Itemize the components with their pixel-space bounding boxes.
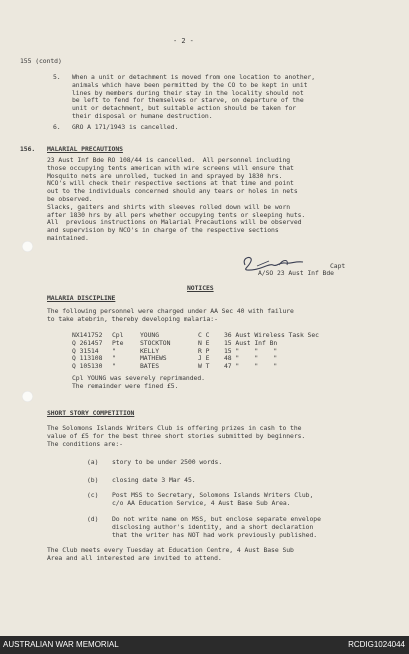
malaria-table-cell: Cpl: [112, 331, 124, 339]
condition-text: story to be under 2500 words.: [112, 458, 223, 466]
signature-appointment: A/SO 23 Aust Inf Bde: [258, 269, 334, 277]
malaria-table-cell: ": [112, 354, 116, 363]
malaria-table-cell: MATHEWS: [140, 354, 167, 363]
signature-rank: Capt: [330, 262, 346, 270]
malaria-outcome-line: Cpl YOUNG was severely reprimanded.: [72, 374, 205, 382]
malaria-table-cell: Q 261457: [72, 338, 103, 347]
para156-line: those occupying tents american with wire screens will ensure that: [47, 163, 294, 172]
para155-heading: 155 (contd): [20, 57, 62, 65]
condition-label: (a): [87, 458, 99, 466]
malaria-table-cell: KELLY: [140, 346, 159, 355]
malaria-outcome-line: The remainder were fined £5.: [72, 381, 179, 390]
malaria-discipline-heading: MALARIA DISCIPLINE: [47, 294, 116, 302]
para155-item5-line: unit or detachment, but suitable action should be taken for: [53, 104, 297, 113]
malaria-table-cell: 15 " " ": [224, 346, 278, 355]
malaria-table-cell: C C: [198, 331, 210, 339]
malaria-table-cell: 36 Aust Wireless Task Sec: [224, 331, 319, 339]
para156-line: out to the individuals concerned should any tears or holes in nets: [47, 187, 298, 196]
condition-text: c/o AA Education Service, 4 Aust Base Sub Area.: [112, 498, 291, 507]
para156-line: and supervision by NCO's in charge of the respective sections: [47, 226, 279, 235]
notices-heading: NOTICES: [187, 284, 214, 292]
malaria-table-cell: 48 " " ": [224, 354, 278, 363]
para155-item6: 6. GRO A 171/1943 is cancelled.: [53, 123, 179, 131]
para156-line: 23 Aust Inf Bde RO 108/44 is cancelled. All personnel including: [47, 156, 291, 164]
condition-label: (d): [87, 515, 99, 523]
short-story-closing-line: Area and all interested are invited to attend.: [47, 553, 222, 562]
para156-line: Mosquito nets are unrolled, tucked in and sprayed by 1830 hrs.: [47, 171, 283, 180]
malaria-table-cell: Q 31514: [72, 346, 99, 355]
page-number: - 2 -: [173, 37, 194, 45]
condition-text: closing date 3 Mar 45.: [112, 476, 196, 484]
punch-hole: [22, 391, 33, 402]
para155-item5-line: 5. When a unit or detachment is moved from one location to another,: [53, 73, 316, 81]
malaria-table-cell: 47 " " ": [224, 362, 278, 371]
condition-text: Post MSS to Secretary, Solomons Islands Writers Club,: [112, 491, 314, 499]
short-story-heading: SHORT STORY COMPETITION: [47, 409, 135, 417]
para155-item5-line: their disposal or humane destruction.: [53, 112, 213, 120]
para156-line: NCO's will check their respective sections at that time and point: [47, 179, 294, 188]
footer-record-id: RCDIG1024044: [348, 640, 405, 649]
malaria-table-cell: J E: [198, 354, 210, 363]
malaria-table-cell: YOUNG: [140, 331, 159, 339]
archive-footer: [0, 636, 409, 654]
para155-item5-line: lines by members during their stay in the locality should not: [53, 88, 304, 97]
malaria-table-cell: N E: [198, 338, 210, 347]
malaria-table-cell: ": [112, 362, 116, 371]
malaria-table-cell: BATES: [140, 362, 159, 371]
punch-hole: [22, 241, 33, 252]
para156-line: maintained.: [47, 234, 89, 242]
condition-text: Do not write name on MSS, but enclose separate envelope: [112, 515, 321, 523]
short-story-intro-line: The Solomons Islands Writers Club is offering prizes in cash to the: [47, 424, 302, 432]
condition-label: (c): [87, 491, 99, 499]
para156-number: 156.: [20, 145, 36, 153]
malaria-table-cell: Pte: [112, 338, 124, 347]
short-story-closing-line: The Club meets every Tuesday at Education Centre, 4 Aust Base Sub: [47, 546, 294, 554]
malaria-table-cell: STOCKTON: [140, 338, 171, 347]
para156-line: All previous instructions on Malarial Precautions will be observed: [47, 218, 302, 227]
condition-text: that the writer has NOT had work previously published.: [112, 530, 318, 539]
malaria-table-cell: 15 Aust Inf Bn: [224, 338, 278, 347]
condition-label: (b): [87, 476, 99, 484]
condition-text: disclosing author's identity, and a short declaration: [112, 522, 314, 531]
para156-line: after 1830 hrs by all pers whether occupying tents or sleeping huts.: [47, 210, 306, 219]
short-story-intro-line: value of £5 for the best three short stories submitted by beginners.: [47, 431, 306, 440]
malaria-table-cell: ": [112, 346, 116, 355]
para155-item5-line: be left to fend for themselves or starve, on departure of the: [53, 96, 304, 105]
para156-heading: MALARIAL PRECAUTIONS: [47, 145, 123, 153]
short-story-intro-line: The conditions are:-: [47, 439, 123, 448]
malaria-intro-line: to take atebrin, thereby developing malaria:-: [47, 314, 218, 323]
malaria-table-cell: R P: [198, 346, 210, 355]
malaria-table-cell: W T: [198, 362, 210, 371]
footer-archive-name: AUSTRALIAN WAR MEMORIAL: [3, 640, 119, 649]
malaria-table-cell: Q 105130: [72, 362, 103, 371]
malaria-table-cell: Q 113108: [72, 354, 103, 363]
malaria-table-cell: NX141752: [72, 331, 103, 339]
para156-line: Slacks, gaiters and shirts with sleeves rolled down will be worn: [47, 202, 291, 211]
para155-item5-line: animals which have been permitted by the CO to be kept in unit: [53, 80, 308, 89]
para156-line: be observed.: [47, 195, 93, 203]
malaria-intro-line: The following personnel were charged under AA Sec 40 with failure: [47, 307, 294, 315]
